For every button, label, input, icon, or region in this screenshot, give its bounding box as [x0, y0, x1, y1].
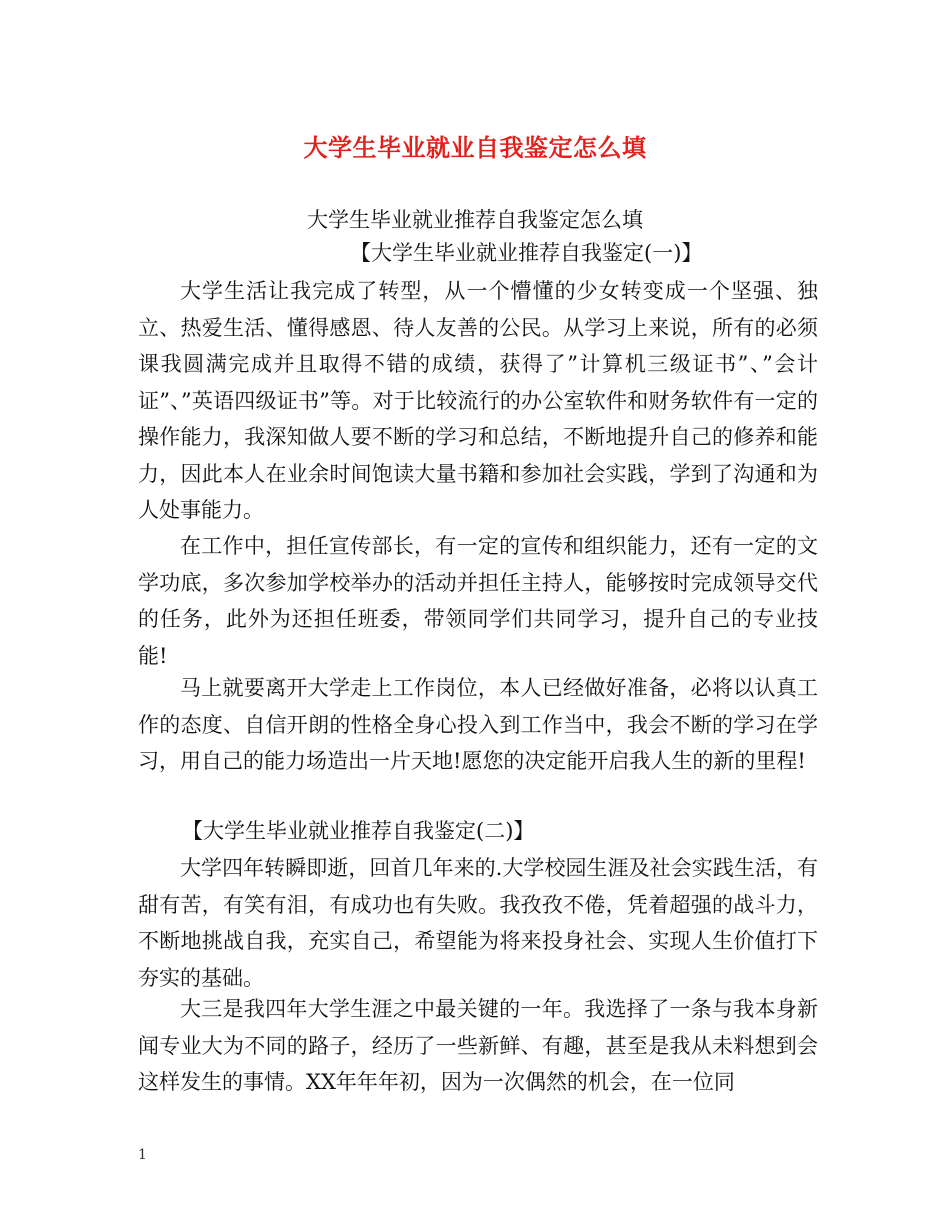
- paragraph-1: 大学生活让我完成了转型，从一个懵懂的少女转变成一个坚强、独立、热爱生活、懂得感恩、待人友善的公民。从学习上来说，所有的必须课我圆满完成并且取得不错的成绩，获得了”计算机三级证书”、”会计证”、”英语四级证书”等。对于比较流行的办公室软件和财务软件有一定的操作能力，我深知做人要不断的学习和总结，不断地提升自己的修养和能力，因此本人在业余时间饱读大量书籍和参加社会实践，学到了沟通和为人处事能力。: [138, 279, 818, 522]
- section-heading-2: 【大学生毕业就业推荐自我鉴定(二)】: [182, 819, 535, 843]
- document-title: 大学生毕业就业自我鉴定怎么填: [303, 133, 647, 162]
- paragraph-2: 在工作中，担任宣传部长，有一定的宣传和组织能力，还有一定的文学功底，多次参加学校举办的活动并担任主持人，能够按时完成领导交代的任务，此外为还担任班委，带领同学们共同学习，提升自己的专业技能!: [138, 534, 818, 668]
- section-heading-1: 【大学生毕业就业推荐自我鉴定(一)】: [350, 241, 703, 265]
- page-number: 1: [138, 1147, 147, 1163]
- paragraph-4: 大学四年转瞬即逝，回首几年来的.大学校园生涯及社会实践生活，有甜有苦，有笑有泪，有成功也有失败。我孜孜不倦，凭着超强的战斗力，不断地挑战自我，充实自己，希望能为将来投身社会、实现人生价值打下夯实的基础。: [138, 856, 818, 990]
- paragraph-3: 马上就要离开大学走上工作岗位，本人已经做好准备，必将以认真工作的态度、自信开朗的性格全身心投入到工作当中，我会不断的学习在学习，用自己的能力场造出一片天地!愿您的决定能开启我人生的新的里程!: [138, 676, 818, 773]
- paragraph-5: 大三是我四年大学生涯之中最关键的一年。我选择了一条与我本身新闻专业大为不同的路子，经历了一些新鲜、有趣，甚至是我从未料想到会这样发生的事情。XX年年年初，因为一次偶然的机会，在一位同: [138, 997, 818, 1094]
- document-subtitle: 大学生毕业就业推荐自我鉴定怎么填: [307, 208, 643, 232]
